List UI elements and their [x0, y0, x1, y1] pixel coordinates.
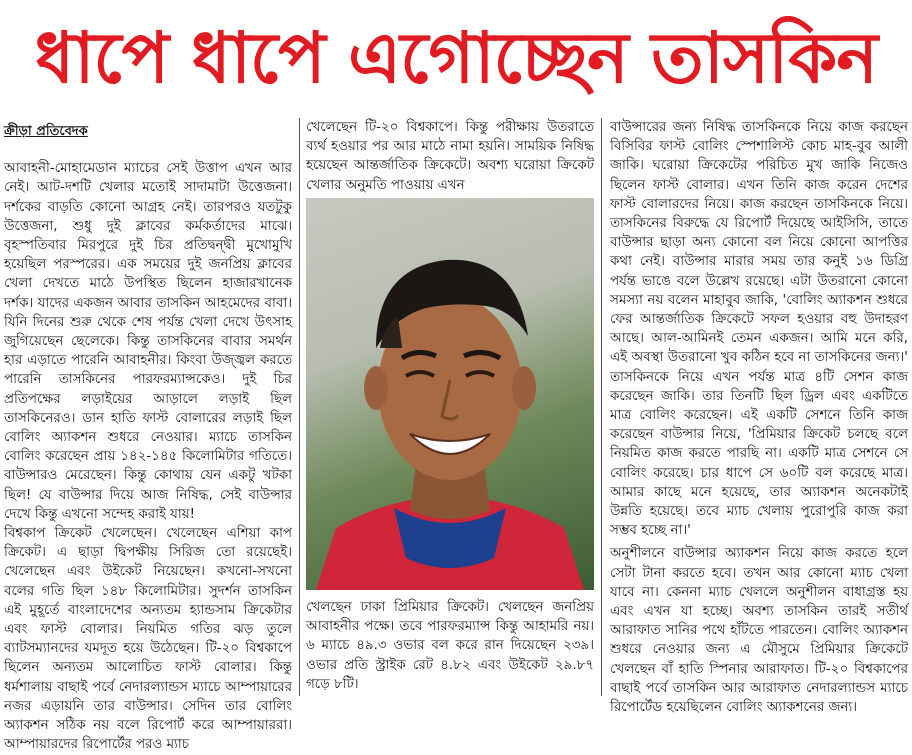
- player-photo: [306, 198, 594, 590]
- column-divider: [299, 118, 300, 696]
- article-column-3: [610, 118, 908, 716]
- paragraph: বাউন্সারের জন্য নিষিদ্ধ তাসকিনকে নিয়ে কাজ করছেন বিসিবির ফাস্ট বোলিং স্পেশালিস্ট কোচ মাহ-বুব আলী জাকি। ঘরোয়া ক্রিকেটের পরিচিত মুখ জাকি নিজেও ছিলেন ফাস্ট বোলার। এখন তিনি কাজ করেন দেশের ফাস্ট বোলারদের নিয়ে। কাজ করছেন তাসকিনকে নিয়ে। তাসকিনের বিরুদ্ধে যে রিপোর্ট দিয়েছে আইসিসি, তাতে বাউন্সার ছাড়া অন্য কোনো বল নিয়ে কোনো আপত্তির কথা নেই। বাউন্সার মারার সময় তার কনুই ১৬ ডিগ্রি পর্যন্ত ভাঙে বলে উল্লেখ রয়েছে। এটা উতরানো কোনো সমস্যা নয় বলেন মাহাবুব জাকি, 'বোলিং অ্যাকশন শুধরে ফের আন্তর্জাতিক ক্রিকেটে সফল হওয়ার বহু উদাহরণ আছে। আল-আমিনই তেমন একজন। আমি মনে করি, এই অবস্থা উতরানো খুব কঠিন হবে না তাসকিনের জন্য।' তাসকিনকে নিয়ে এখন পর্যন্ত মাত্র ৪টি সেশন কাজ করেছেন জাকি। তার তিনটি ছিল ড্রিল এবং একটিতে মাত্র বোলিং করেছেন। এই একটি সেশনে তিনি কাজ করেছেন বাউন্সার নিয়ে, 'প্রিমিয়ার ক্রিকেট চলছে বলে নিয়মিত কাজ করতে পারছি না। একটি মাত্র সেশনে সে বোলিং করেছে। চার ধাপে সে ৬০টি বল করেছে মাত্র। আমার কাছে মনে হয়েছে, তার অ্যাকশন অনেকটাই উন্নতি হয়েছে। তবে ম্যাচ খেলায় পুরোপুরি কাজ করা সম্ভব হচ্ছে না।': [610, 120, 908, 539]
- paragraph: অনুশীলনে বাউন্সার অ্যাকশন নিয়ে কাজ করতে হলে সেটা টানা করতে হবে। তখন আর কোনো ম্যাচ খেলা যাবে না। কেননা ম্যাচ খেললে অনুশীলন বাধাগ্রস্ত হয় এবং এখন যা হচ্ছে। অবশ্য তাসকিন তারই সতীর্থ আরাফাত সানির পথে হাঁটতে পারতেন। বোলিং অ্যাকশন শুধরে নেওয়ার জন্য এ মৌসুমে প্রিমিয়ার ক্রিকেটে খেলছেন বাঁ হাতি স্পিনার আরাফাত। টি-২০ বিশ্বকাপের বাছাই পর্বে তাসকিন আর আরাফাত নেদারল্যান্ডস ম্যাচে রিপোর্টেড হয়েছিলেন বোলিং অ্যাকশনের জন্য।: [610, 546, 908, 716]
- article-column-1: [4, 118, 292, 753]
- paragraph: খেলছেন ঢাকা প্রিমিয়ার ক্রিকেট। খেলছেন জনপ্রিয় আবাহনীর পক্ষে। তবে পারফরম্যান্স কিন্তু আহামরি নয়। ৬ ম্যাচে ৪৯.৩ ওভার বল করে রান দিয়েছেন ২৩৯। ওভার প্রতি স্ট্রাইক রেট ৪.৮২ এবং উইকেট ২৯.৮৭ গড়ে ৮টি।: [306, 600, 594, 692]
- headline: ধাপে ধাপে এগোচ্ছেন তাসকিন: [34, 17, 878, 99]
- paragraph: বিশ্বকাপ ক্রিকেট খেলেছেন। খেলেছেন এশিয়া কাপ ক্রিকেট। এ ছাড়া দ্বিপক্ষীয় সিরিজ তো রয়েছেই। খেলেছেন এবং উইকেট নিয়েছেন। কখনো-সখনো বলের গতি ছিল ১৪৮ কিলোমিটার। সুদর্শন তাসকিন এই মুহূর্তে বাংলাদেশের অন্যতম হ্যান্ডসাম ক্রিকেটার এবং ফাস্ট বোলার। নিয়মিত গতির ঝড় তুলে ব্যাটসম্যানদের যমদূত হয়ে উঠেছেন। টি-২০ বিশ্বকাপে ছিলেন অন্যতম আলোচিত ফাস্ট বোলার। কিন্তু ধর্মশালায় বাছাই পর্বে নেদারল্যান্ডস ম্যাচে আম্পায়ারের নজর এড়ায়নি তার বাউন্সার। সেদিন তার বোলিং অ্যাকশন সঠিক নয় বলে রিপোর্ট করে আম্পায়াররা। আম্পায়ারদের রিপোর্টের পরও ম্যাচ: [4, 526, 292, 753]
- paragraph: খেলেছেন টি-২০ বিশ্বকাপে। কিন্তু পরীক্ষায় উতরাতে ব্যর্থ হওয়ার পর আর মাঠে নামা হয়নি। সাময়িক নিষিদ্ধ হয়েছেন আন্তর্জাতিক ক্রিকেটে। অবশ্য ঘরোয়া ক্রিকেট খেলার অনুমতি পাওয়ায় এখন: [306, 120, 594, 193]
- article-column-2: [306, 118, 594, 696]
- byline: ক্রীড়া প্রতিবেদক: [4, 124, 88, 139]
- player-portrait-illustration: [306, 198, 594, 590]
- column-divider: [601, 118, 602, 696]
- paragraph: আবাহনী-মোহামেডান ম্যাচের সেই উত্তাপ এখন আর নেই। আট-দশটি খেলার মতোই সাদামাটা উত্তেজনা। দর্শকের বাড়তি কোনো আগ্রহ নেই। তারপরও যতটুকু উত্তেজনা, শুধু দুই ক্লাবের কর্মকর্তাদের মাঝে। বৃহস্পতিবার মিরপুরে দুই চির প্রতিদ্বন্দ্বী মুখোমুখি হয়েছিল পরস্পরের। এক সময়ের দুই জনপ্রিয় ক্লাবের খেলা দেখতে মাঠে উপস্থিত ছিলেন হাজারখানেক দর্শক। যাদের একজন আবার তাসকিন আহমেদের বাবা। যিনি দিনের শুরু থেকে শেষ পর্যন্ত খেলা দেখে উৎসাহ জুগিয়েছেন ছেলেকে। কিন্তু তাসকিনের বাবার সমর্থন হার এড়াতে পারেনি আবাহনীর। কিংবা উজ্জ্বল করতে পারেনি তাসকিনের পারফরম্যান্সকেও। দুই চির প্রতিপক্ষের লড়াইয়ের আড়ালে লড়াই ছিল তাসকিনেরও। ডান হাতি ফাস্ট বোলারের লড়াই ছিল বোলিং অ্যাকশন শুধরে নেওয়ার। ম্যাচে তাসকিন বোলিং করেছেন প্রায় ১৪২-১৪৫ কিলোমিটার গতিতে। বাউন্সারও মেরেছেন। কিন্তু কোথায় যেন একটু খটকা ছিল! যে বাউন্সার দিয়ে আজ নিষিদ্ধ, সেই বাউন্সার দেখে কিন্তু এখনো সন্দেহ করাই যায়!: [4, 161, 292, 522]
